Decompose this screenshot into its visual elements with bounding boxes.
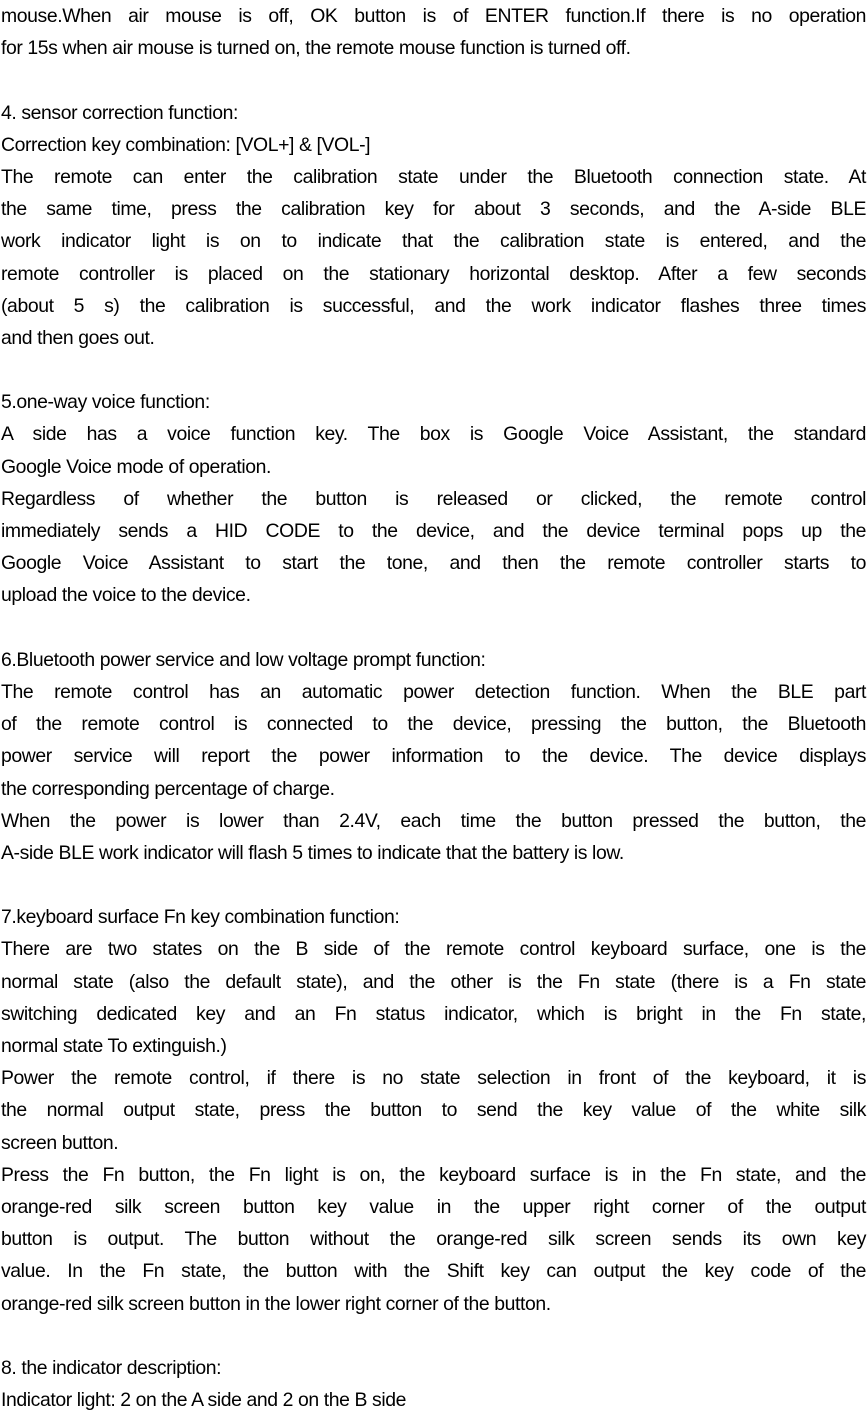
paragraph-gap (1, 354, 866, 386)
text-line: Google Voice Assistant to start the tone, and then the remote controller starts to (1, 552, 866, 575)
paragraph-gap (1, 612, 866, 644)
text-line: A side has a voice function key. The box is Google Voice Assistant, the standard (1, 423, 866, 446)
text-line: orange-red silk screen button key value in the upper right corner of the output (1, 1195, 866, 1218)
text-line: screen button. (1, 1131, 119, 1154)
text-line: Power the remote control, if there is no state selection in front of the keyboard, it is (1, 1067, 866, 1090)
text-line: the corresponding percentage of charge. (1, 777, 335, 800)
text-line: The remote control has an automatic power detection function. When the BLE part (1, 680, 866, 703)
text-line: power service will report the power information to the device. The device displays (1, 745, 866, 768)
text-line: remote controller is placed on the stationary horizontal desktop. After a few seconds (1, 262, 866, 285)
section-heading: 7.keyboard surface Fn key combination function: (1, 906, 400, 929)
text-line: and then goes out. (1, 326, 155, 349)
text-line: (about 5 s) the calibration is successful, and the work indicator flashes three times (1, 294, 866, 317)
text-line: Indicator light: 2 on the A side and 2 on the B side (1, 1389, 407, 1412)
paragraph-gap (1, 1320, 866, 1352)
text-line: the normal output state, press the button to send the key value of the white silk (1, 1099, 866, 1122)
text-line: value. In the Fn state, the button with the Shift key can output the key code of the (1, 1260, 866, 1283)
text-line: Press the Fn button, the Fn light is on, the keyboard surface is in the Fn state, and the (1, 1163, 866, 1186)
text-line: The remote can enter the calibration state under the Bluetooth connection state. At (1, 165, 866, 188)
text-line: A-side BLE work indicator will flash 5 times to indicate that the battery is low. (1, 841, 624, 864)
text-line: button is output. The button without the orange-red silk screen sends its own key (1, 1228, 866, 1251)
text-line: of the remote control is connected to the device, pressing the button, the Bluetooth (1, 713, 866, 736)
text-line: switching dedicated key and an Fn status indicator, which is bright in the Fn state, (1, 1002, 866, 1025)
text-line: the same time, press the calibration key for about 3 seconds, and the A-side BLE (1, 198, 866, 221)
text-line: Correction key combination: [VOL+] & [VOL-] (1, 133, 371, 156)
text-line: When the power is lower than 2.4V, each time the button pressed the button, the (1, 809, 866, 832)
text-line: work indicator light is on to indicate that the calibration state is entered, and the (1, 230, 866, 253)
paragraph-gap (1, 869, 866, 901)
text-line: normal state (also the default state), and the other is the Fn state (there is a Fn state (1, 970, 866, 993)
text-line: mouse.When air mouse is off, OK button is of ENTER function.If there is no operation (1, 5, 866, 27)
section-heading: 8. the indicator description: (1, 1356, 222, 1379)
text-line: for 15s when air mouse is turned on, the remote mouse function is turned off. (1, 37, 631, 60)
section-heading: 4. sensor correction function: (1, 101, 238, 124)
text-line: Google Voice mode of operation. (1, 455, 272, 478)
text-line: Regardless of whether the button is released or clicked, the remote control (1, 487, 866, 510)
section-heading: 5.one-way voice function: (1, 391, 210, 414)
text-line: upload the voice to the device. (1, 584, 251, 607)
text-line: There are two states on the B side of the remote control keyboard surface, one is the (1, 938, 866, 961)
text-line: normal state To extinguish.) (1, 1035, 227, 1057)
paragraph-gap (1, 64, 866, 96)
text-line: immediately sends a HID CODE to the device, and the device terminal pops up the (1, 520, 866, 542)
text-line: orange-red silk screen button in the lower right corner of the button. (1, 1292, 551, 1315)
section-heading: 6.Bluetooth power service and low voltage prompt function: (1, 648, 486, 671)
